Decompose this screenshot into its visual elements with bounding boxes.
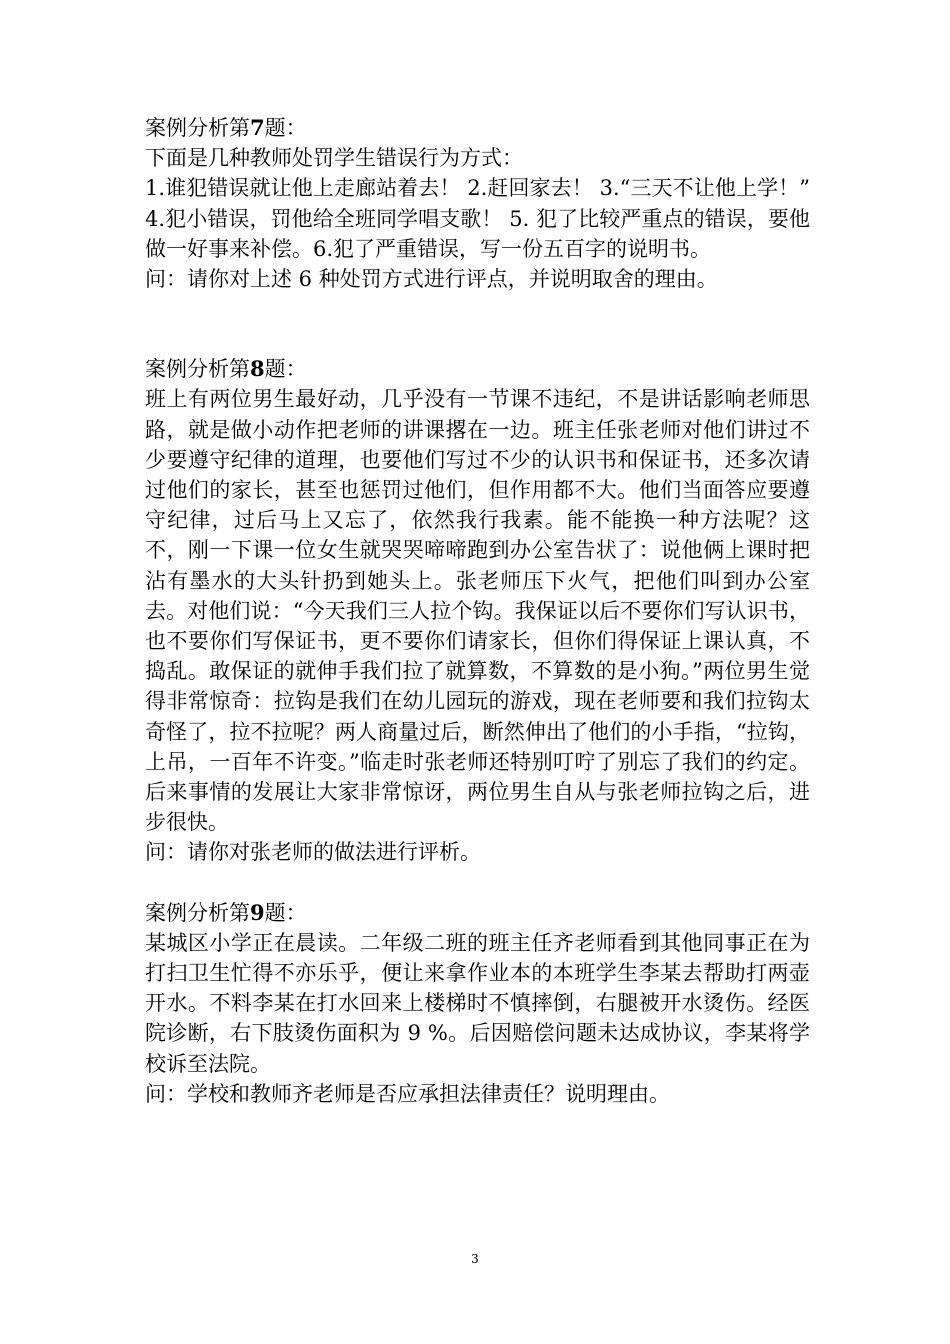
heading-prefix: 案例分析第 — [145, 357, 250, 382]
page-number: 3 — [471, 1252, 479, 1266]
case-body: 某城区小学正在晨读。二年级二班的班主任齐老师看到其他同事正在为打扫卫生忙得不亦乐乎，便让来拿作业本的本班学生李某去帮助打两壶开水。不料李某在打水回来上楼梯时不慎摔倒，右腿被开水烫伤。经医院诊断，右下肢烫伤面积为 9 %。后因赔偿问题未达成协议，李某将学校诉至法院。 — [145, 930, 810, 1076]
case-number: 9 — [250, 899, 265, 925]
case-intro: 下面是几种教师处罚学生错误行为方式： — [145, 146, 523, 171]
case-section-9 — [145, 898, 810, 1109]
case-section-7 — [145, 113, 810, 294]
case-body: 1.谁犯错误就让他上走廊站着去！ 2.赶回家去！ 3.“三天不让他上学！” 4.犯小错误，罚他给全班同学唱支歌！ 5. 犯了比较严重点的错误，要他做一好事来补偿。6.犯了严重错误，写一份五百字的说明书。 — [145, 176, 810, 261]
heading-suffix: 题： — [264, 900, 307, 925]
heading-suffix: 题： — [264, 116, 307, 140]
heading-suffix: 题： — [264, 357, 307, 382]
case-question: 问：请你对张老师的做法进行评析。 — [145, 840, 481, 865]
case-number: 7 — [250, 115, 265, 140]
case-heading — [145, 113, 810, 143]
case-heading — [145, 354, 810, 384]
case-heading — [145, 898, 810, 928]
case-question: 问：学校和教师齐老师是否应承担法律责任？说明理由。 — [145, 1081, 670, 1106]
case-body: 班上有两位男生最好动，几乎没有一节课不违纪，不是讲话影响老师思路，就是做小动作把老师的讲课撂在一边。班主任张老师对他们讲过不少要遵守纪律的道理，也要他们写过不少的认识书和保证书，还多次请过他们的家长，甚至也惩罚过他们，但作用都不大。他们当面答应要遵守纪律，过后马上又忘了，依然我行我素。能不能换一种方法呢？这不，刚一下课一位女生就哭哭啼啼跑到办公室告状了：说他俩上课时把沾有墨水的大头针扔到她头上。张老师压下火气，把他们叫到办公室去。对他们说：“今天我们三人拉个钩。我保证以后不要你们写认识书，也不要你们写保证书，更不要你们请家长，但你们得保证上课认真，不捣乱。敢保证的就伸手我们拉了就算数，不算数的是小狗。”两位男生觉得非常惊奇：拉钩是我们在幼儿园玩的游戏，现在老师要和我们拉钩太奇怪了，拉不拉呢？两人商量过后，断然伸出了他们的小手指，“拉钩，上吊，一百年不许变。”临走时张老师还特别叮咛了别忘了我们的约定。后来事情的发展让大家非常惊讶，两位男生自从与张老师拉钩之后，进步很快。 — [145, 387, 810, 835]
heading-prefix: 案例分析第 — [145, 116, 250, 140]
heading-prefix: 案例分析第 — [145, 900, 250, 925]
document-body — [145, 113, 810, 1109]
case-question: 问：请你对上述 6 种处罚方式进行评点，并说明取舍的理由。 — [145, 267, 718, 292]
case-number: 8 — [250, 356, 265, 382]
case-section-8 — [145, 354, 810, 867]
